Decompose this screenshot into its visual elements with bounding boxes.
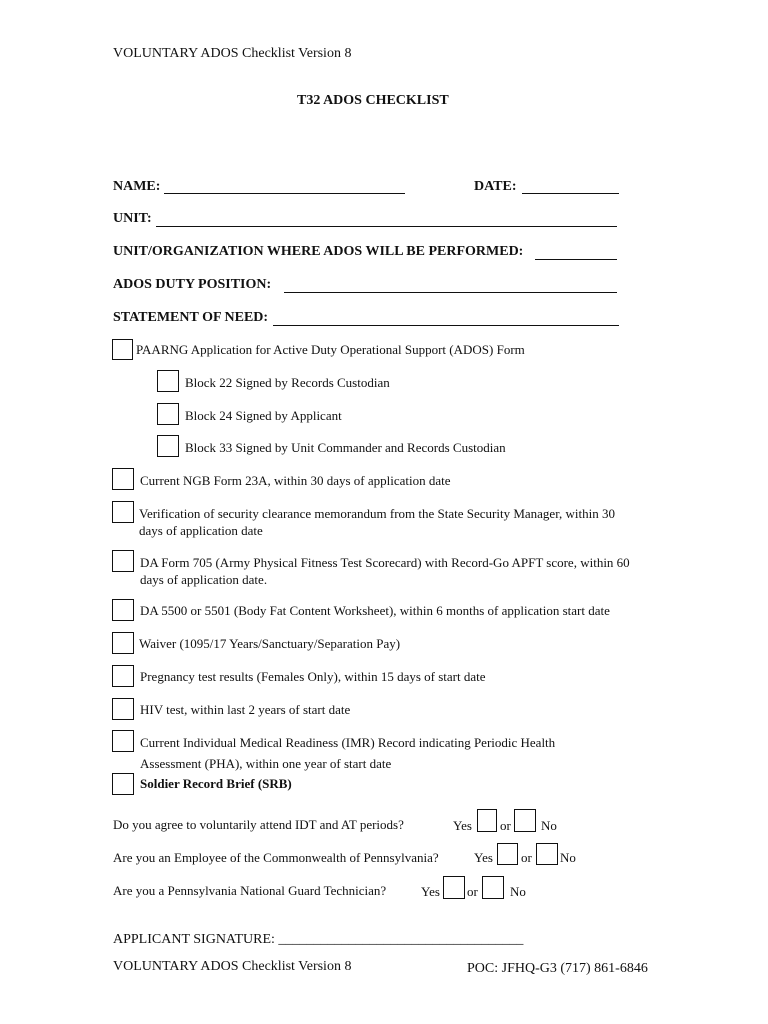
checkbox-hiv-test[interactable] [112, 698, 134, 720]
item-imr-record-line2: Assessment (PHA), within one year of start date [140, 756, 392, 771]
checkbox-technician-no[interactable] [482, 876, 504, 899]
question-commonwealth-no-label: No [560, 850, 576, 865]
item-security-clearance-line1: Verification of security clearance memorandum from the State Security Manager, within 30 [139, 506, 615, 521]
checkbox-idt-at-yes[interactable] [477, 809, 497, 832]
checkbox-imr-record[interactable] [112, 730, 134, 752]
checkbox-soldier-record-brief[interactable] [112, 773, 134, 795]
item-da-form-705-line1: DA Form 705 (Army Physical Fitness Test Scorecard) with Record-Go APFT score, within 60 [140, 555, 630, 570]
checkbox-da-form-705[interactable] [112, 550, 134, 572]
checkbox-block-22[interactable] [157, 370, 179, 392]
unit-field-line[interactable] [156, 226, 617, 227]
duty-position-label: ADOS DUTY POSITION: [113, 277, 272, 292]
checkbox-commonwealth-yes[interactable] [497, 843, 518, 865]
organization-label: UNIT/ORGANIZATION WHERE ADOS WILL BE PERFORMED: [113, 244, 524, 259]
checkbox-technician-yes[interactable] [443, 876, 465, 899]
duty-position-field-line[interactable] [284, 292, 617, 293]
item-ngb-form-23a: Current NGB Form 23A, within 30 days of application date [140, 473, 451, 488]
item-hiv-test: HIV test, within last 2 years of start date [140, 702, 351, 717]
checkbox-idt-at-no[interactable] [514, 809, 536, 832]
footer-poc: POC: JFHQ-G3 (717) 861-6846 [467, 961, 648, 976]
footer-version: VOLUNTARY ADOS Checklist Version 8 [113, 959, 352, 974]
statement-of-need-label: STATEMENT OF NEED: [113, 310, 269, 325]
date-label: DATE: [474, 179, 517, 194]
name-label: NAME: [113, 179, 161, 194]
item-da-5500: DA 5500 or 5501 (Body Fat Content Worksheet), within 6 months of application start date [140, 603, 610, 618]
checkbox-ngb-form-23a[interactable] [112, 468, 134, 490]
item-da-form-705-line2: days of application date. [140, 572, 268, 587]
item-pregnancy-test: Pregnancy test results (Females Only), within 15 days of start date [140, 669, 486, 684]
name-field-line[interactable] [164, 193, 405, 194]
item-soldier-record-brief: Soldier Record Brief (SRB) [140, 776, 292, 791]
question-idt-at-no-label: No [541, 818, 557, 833]
organization-field-line[interactable] [535, 259, 617, 260]
checkbox-security-clearance[interactable] [112, 501, 134, 523]
date-field-line[interactable] [522, 193, 619, 194]
question-guard-technician: Are you a Pennsylvania National Guard Technician? [113, 883, 387, 898]
checkbox-commonwealth-no[interactable] [536, 843, 558, 865]
checkbox-block-24[interactable] [157, 403, 179, 425]
checkbox-da-5500[interactable] [112, 599, 134, 621]
question-idt-at-or: or [500, 818, 511, 833]
item-block-33: Block 33 Signed by Unit Commander and Records Custodian [185, 440, 506, 455]
checkbox-block-33[interactable] [157, 435, 179, 457]
question-commonwealth-employee: Are you an Employee of the Commonwealth of Pennsylvania? [113, 850, 439, 865]
checkbox-waiver[interactable] [112, 632, 134, 654]
question-commonwealth-or: or [521, 850, 532, 865]
header-version: VOLUNTARY ADOS Checklist Version 8 [113, 46, 352, 61]
item-security-clearance-line2: days of application date [139, 523, 263, 538]
question-technician-no-label: No [510, 884, 526, 899]
question-commonwealth-yes-label: Yes [474, 850, 493, 865]
checkbox-pregnancy-test[interactable] [112, 665, 134, 687]
question-technician-yes-label: Yes [421, 884, 440, 899]
item-application-form: PAARNG Application for Active Duty Operational Support (ADOS) Form [136, 342, 525, 357]
unit-label: UNIT: [113, 211, 152, 226]
item-block-22: Block 22 Signed by Records Custodian [185, 375, 390, 390]
item-waiver: Waiver (1095/17 Years/Sanctuary/Separation Pay) [139, 636, 401, 651]
applicant-signature-line[interactable]: APPLICANT SIGNATURE: ___________________________________ [113, 932, 524, 947]
item-imr-record-line1: Current Individual Medical Readiness (IMR) Record indicating Periodic Health [140, 735, 556, 750]
statement-of-need-field-line[interactable] [273, 325, 619, 326]
item-block-24: Block 24 Signed by Applicant [185, 408, 342, 423]
page-title: T32 ADOS CHECKLIST [297, 93, 449, 108]
question-technician-or: or [467, 884, 478, 899]
checkbox-application-form[interactable] [112, 339, 133, 360]
question-idt-at: Do you agree to voluntarily attend IDT and AT periods? [113, 817, 404, 832]
question-idt-at-yes-label: Yes [453, 818, 472, 833]
